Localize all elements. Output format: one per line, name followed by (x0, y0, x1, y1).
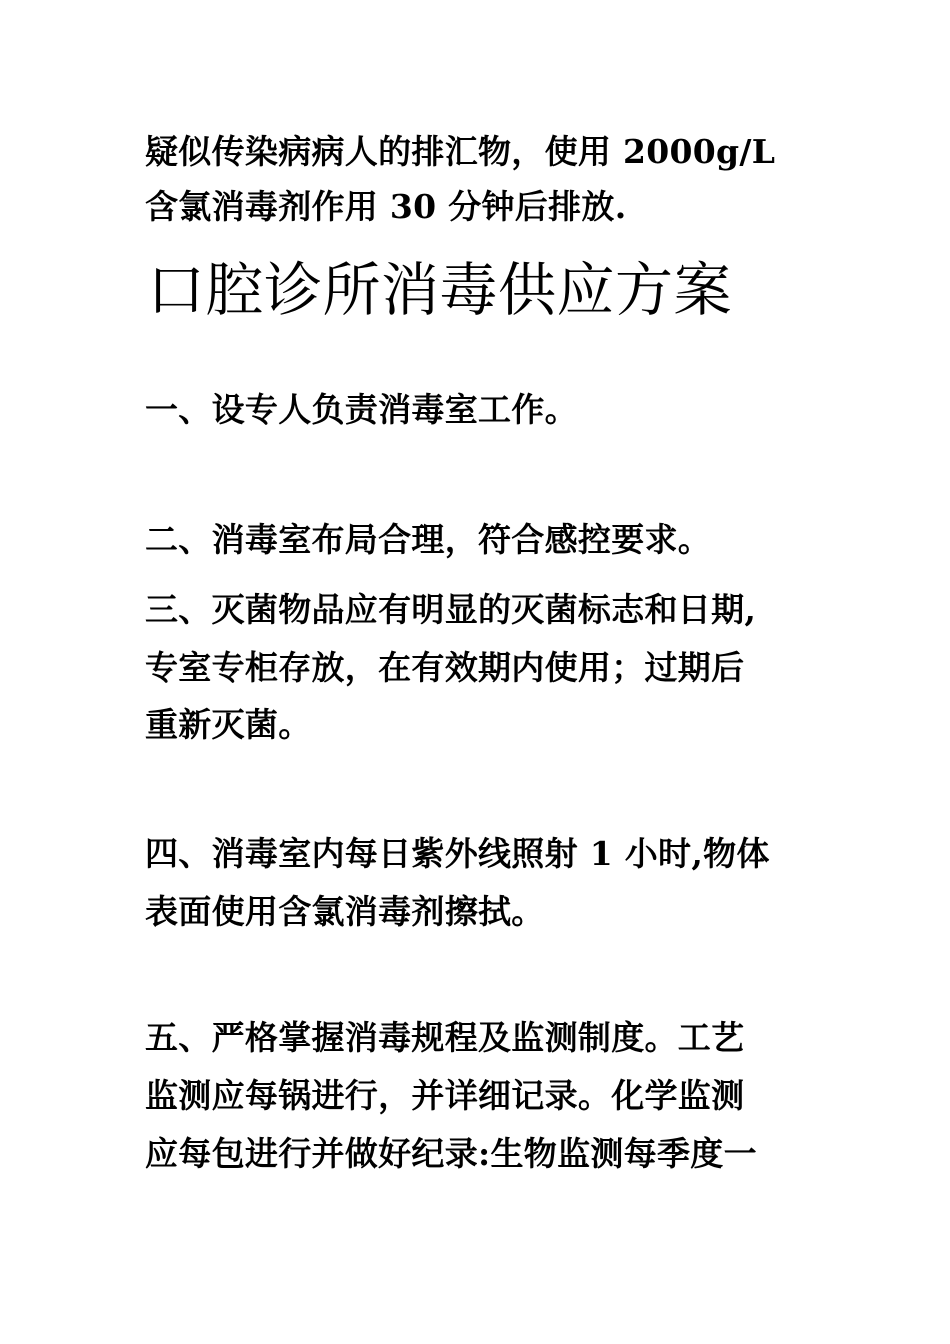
item-1-line-1: 一、设专人负责消毒室工作。 (145, 390, 578, 429)
item-5-line-1: 五、严格掌握消毒规程及监测制度。工艺 (145, 1018, 745, 1057)
intro-line-1: 疑似传染病病人的排汇物，使用 2000g/L (145, 132, 776, 171)
item-4-line-1: 四、消毒室内每日紫外线照射 1 小时,物体 (145, 834, 770, 873)
item-4-line-2: 表面使用含氯消毒剂擦拭。 (145, 892, 545, 931)
intro-line-2: 含氯消毒剂作用 30 分钟后排放. (145, 187, 627, 226)
item-3-line-1: 三、灭菌物品应有明显的灭菌标志和日期, (145, 590, 757, 629)
item-5-line-2: 监测应每锅进行，并详细记录。化学监测 (145, 1076, 745, 1115)
item-3-line-3: 重新灭菌。 (145, 705, 312, 744)
item-5-line-3: 应每包进行并做好纪录:生物监测每季度一 (145, 1134, 757, 1173)
item-2-line-1: 二、消毒室布局合理，符合感控要求。 (145, 520, 712, 559)
document-title: 口腔诊所消毒供应方案 (147, 256, 733, 324)
item-3-line-2: 专室专柜存放，在有效期内使用；过期后 (145, 648, 745, 687)
